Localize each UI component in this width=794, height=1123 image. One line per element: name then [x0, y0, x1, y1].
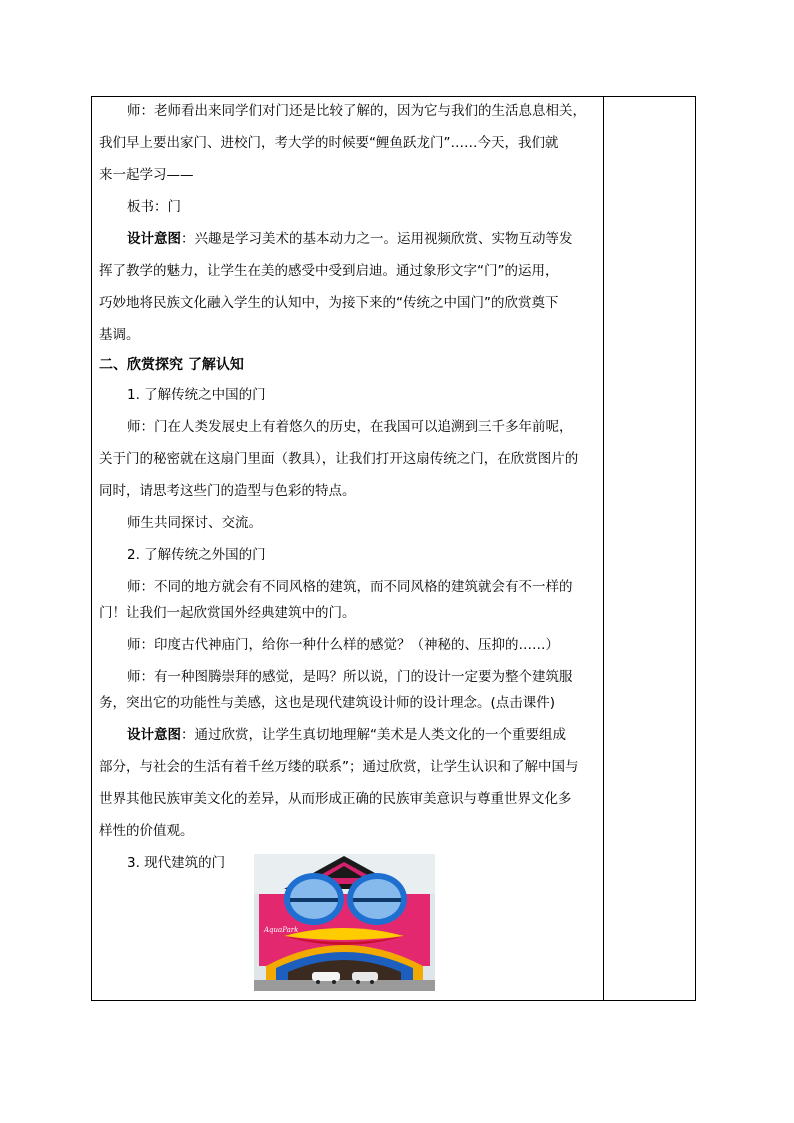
text-line: 师：有一种图腾崇拜的感觉，是吗？所以说，门的设计一定要为整个建筑服 — [127, 669, 573, 685]
text-line: 设计意图：兴趣是学习美术的基本动力之一。运用视频欣赏、实物互动等发 — [127, 231, 573, 247]
sign-text: AquaPark — [264, 926, 299, 934]
subsection-title: 1. 了解传统之中国的门 — [127, 387, 266, 403]
subsection-title: 3. 现代建筑的门 — [127, 855, 226, 871]
text-line: 师：门在人类发展史上有着悠久的历史，在我国可以追溯到三千多年前呢， — [127, 419, 573, 435]
text-line: 基调。 — [99, 327, 140, 343]
column-divider — [603, 97, 604, 1000]
text-line: 务，突出它的功能性与美感，这也是现代建筑设计师的设计理念。(点击课件) — [99, 695, 556, 711]
text-line: 样性的价值观。 — [99, 823, 194, 839]
design-intent-label: 设计意图 — [127, 727, 181, 743]
modern-building-gate-photo — [254, 854, 435, 991]
text-line: 师：不同的地方就会有不同风格的建筑，而不同风格的建筑就会有不一样的 — [127, 579, 573, 595]
text-line: 门！让我们一起欣赏国外经典建筑中的门。 — [99, 605, 356, 621]
text-line: 我们早上要出家门、进校门，考大学的时候要“鲤鱼跃龙门”……今天，我们就 — [99, 135, 559, 151]
text-line: 巧妙地将民族文化融入学生的认知中，为接下来的“传统之中国门”的欣赏奠下 — [99, 295, 559, 311]
text-line: 世界其他民族审美文化的差异，从而形成正确的民族审美意识与尊重世界文化多 — [99, 791, 572, 807]
board-writing: 板书：门 — [127, 199, 181, 215]
text-line: 师：印度古代神庙门，给你一种什么样的感觉？（神秘的、压抑的……） — [127, 637, 559, 653]
text-line: 关于门的秘密就在这扇门里面（教具），让我们打开这扇传统之门，在欣赏图片的 — [99, 451, 579, 467]
text-line: 师生共同探讨、交流。 — [127, 515, 262, 531]
text-line: 来一起学习—— — [99, 167, 194, 183]
text-line: 挥了教学的魅力，让学生在美的感受中受到启迪。通过象形文字“门”的运用， — [99, 263, 559, 279]
text-line: 同时，请思考这些门的造型与色彩的特点。 — [99, 483, 356, 499]
design-intent-label: 设计意图 — [127, 231, 181, 247]
section-heading: 二、欣赏探究 了解认知 — [99, 357, 244, 373]
text-line: 设计意图：通过欣赏，让学生真切地理解“美术是人类文化的一个重要组成 — [127, 727, 566, 743]
text-line: 师：老师看出来同学们对门还是比较了解的，因为它与我们的生活息息相关， — [127, 103, 586, 119]
text-line: 部分，与社会的生活有着千丝万缕的联系”；通过欣赏，让学生认识和了解中国与 — [99, 759, 579, 775]
subsection-title: 2. 了解传统之外国的门 — [127, 547, 266, 563]
lesson-table — [91, 96, 696, 1001]
